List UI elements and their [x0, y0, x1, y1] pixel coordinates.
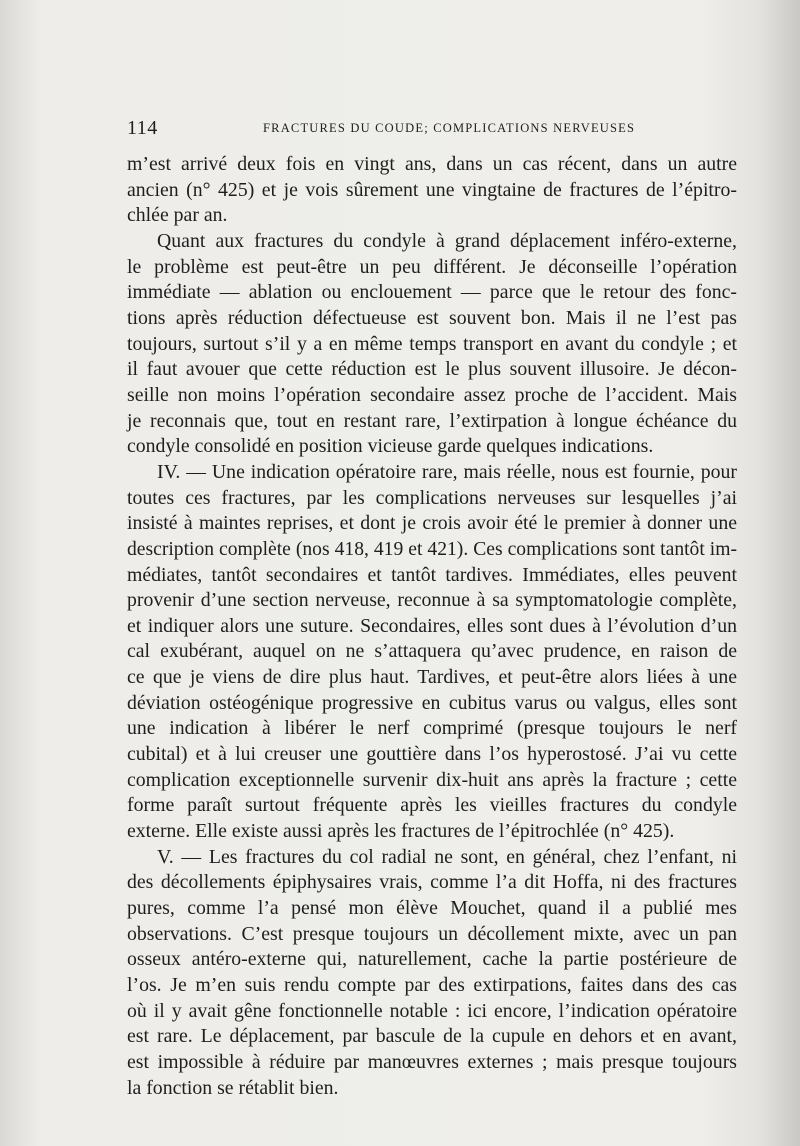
page-header	[127, 117, 735, 139]
text-line: condyle consolidé en position vicieuse garde quelques indications.	[127, 435, 654, 458]
text-line: le problème est peut-être un peu différent. Je déconseille l’opération	[127, 255, 737, 278]
text-line: où il y avait gêne fonctionnelle notable : ici encore, l’indication opératoire	[127, 999, 737, 1022]
text-line: toujours, surtout s’il y a en même temps transport en avant du condyle ; et	[127, 332, 737, 355]
text-line: m’est arrivé deux fois en vingt ans, dans un cas récent, dans un autre	[127, 153, 737, 175]
text-line: et indiquer alors une suture. Secondaires, elles sont dues à l’évolution d’un	[127, 614, 737, 637]
text-line: description complète (nos 418, 419 et 421). Ces complications sont tantôt im-	[127, 538, 737, 560]
page-number: 114	[127, 117, 158, 139]
text-line: observations. C’est presque toujours un décollement mixte, avec un pan	[127, 922, 737, 945]
text-line: déviation ostéogénique progressive en cubitus varus ou valgus, elles sont	[127, 691, 737, 714]
text-line: il faut avouer que cette réduction est le plus souvent illusoire. Je décon-	[127, 358, 737, 381]
text-line: Quant aux fractures du condyle à grand déplacement inféro-externe,	[157, 229, 737, 252]
body-text	[127, 152, 737, 1101]
text-line: osseux antéro-externe qui, naturellement, cache la partie postérieure de	[127, 948, 737, 971]
text-line: complication exceptionnelle survenir dix-huit ans après la fracture ; cette	[127, 768, 737, 791]
text-line: provenir d’une section nerveuse, reconnue à sa symptomatologie complète,	[127, 589, 737, 612]
text-line: est rare. Le déplacement, par bascule de la cupule en dehors et en avant,	[127, 1025, 737, 1048]
text-line: médiates, tantôt secondaires et tantôt tardives. Immédiates, elles peuvent	[127, 563, 737, 586]
text-line: V. — Les fractures du col radial ne sont, en général, chez l’enfant, ni	[157, 845, 737, 868]
text-line: cal exubérant, auquel on ne s’attaquera qu’avec prudence, en raison de	[127, 640, 737, 663]
text-line: tions après réduction défectueuse est souvent bon. Mais il ne l’est pas	[127, 306, 737, 329]
text-line: ancien (n° 425) et je vois sûrement une vingtaine de fractures de l’épitro-	[127, 178, 737, 201]
running-head: FRACTURES DU COUDE; COMPLICATIONS NERVEUSES	[263, 121, 636, 135]
text-line: insisté à maintes reprises, et dont je crois avoir été le premier à donner une	[127, 512, 737, 535]
text-line: forme paraît surtout fréquente après les vieilles fractures du condyle	[127, 794, 737, 817]
text-line: pures, comme l’a pensé mon élève Mouchet, quand il a publié mes	[127, 897, 737, 920]
text-line: je reconnais que, tout en restant rare, l’extirpation à longue échéance du	[127, 409, 737, 432]
text-line: seille non moins l’opération secondaire assez proche de l’accident. Mais	[127, 383, 737, 406]
text-line: cubital) et à lui creuser une gouttière dans l’os hyperostosé. J’ai vu cette	[127, 743, 737, 766]
text-line: des décollements épiphysaires vrais, comme l’a dit Hoffa, ni des fractures	[127, 871, 737, 894]
text-line: ce que je viens de dire plus haut. Tardives, et peut-être alors liées à une	[127, 666, 737, 689]
text-line: une indication à libérer le nerf comprimé (presque toujours le nerf	[127, 717, 737, 740]
text-line: chlée par an.	[127, 204, 228, 227]
text-line: externe. Elle existe aussi après les fractures de l’épitrochlée (n° 425).	[127, 820, 675, 843]
text-line: immédiate — ablation ou enclouement — parce que le retour des fonc-	[127, 281, 737, 304]
text-line: toutes ces fractures, par les complications nerveuses sur lesquelles j’ai	[127, 486, 737, 509]
text-line: IV. — Une indication opératoire rare, mais réelle, nous est fournie, pour	[157, 460, 737, 483]
text-line: l’os. Je m’en suis rendu compte par des extirpations, faites dans des cas	[127, 974, 737, 996]
text-line: est impossible à réduire par manœuvres externes ; mais presque toujours	[127, 1050, 737, 1073]
text-line: la fonction se rétablit bien.	[127, 1076, 339, 1099]
